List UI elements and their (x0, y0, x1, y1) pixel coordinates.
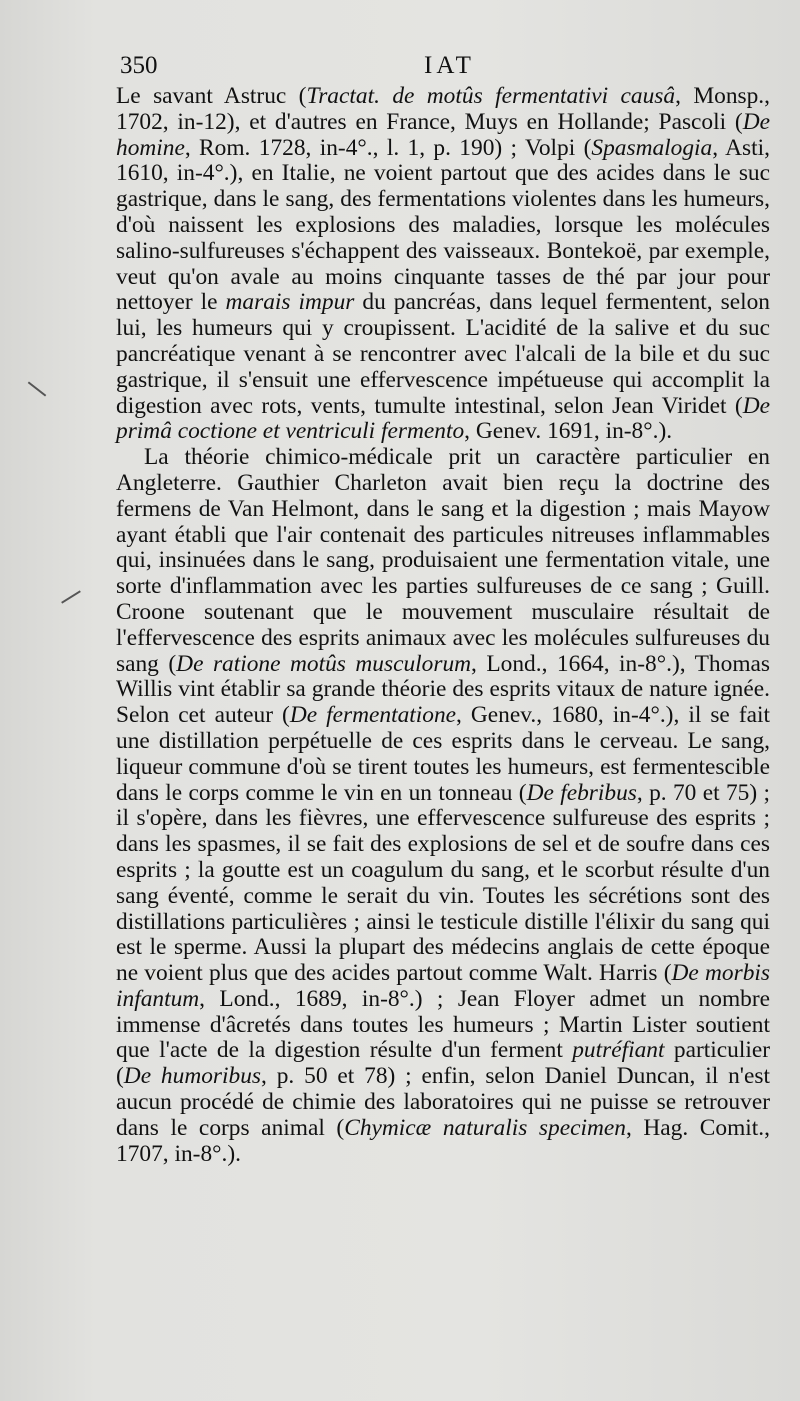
italic-run: De fermentatione (289, 702, 457, 729)
italic-run: De humoribus (123, 1063, 262, 1090)
page-number: 350 (120, 52, 158, 79)
italic-run: putréfiant (572, 1037, 665, 1064)
italic-run: Tractat. de motûs fermentativi causâ (306, 83, 676, 109)
text-run: particulier ( (116, 1037, 770, 1090)
text-run: , Rom. 1728, in-4°., l. 1, p. 190) ; Volpi ( (184, 134, 592, 161)
body-text (116, 84, 770, 1167)
text-run: , Lond., 1689, in-8°.) ; Jean Floyer admet un nombre immense d'âcretés dans toutes les humeurs ; Martin Lister soutient que l'acte de la digestion résulte d'un ferment (116, 985, 770, 1064)
italic-run: De primâ coctione et ventriculi fermento (116, 392, 770, 445)
text-run: , Genev., 1680, in-4°.), il se fait une distillation perpétuelle de ces esprits dans le cerveau. Le sang, liqueur commune d'où se tirent toutes les humeurs, est fermentescible dans le corps comme le vin en un tonneau ( (116, 702, 771, 806)
text-run: , p. 50 et 78) ; enfin, selon Daniel Duncan, il n'est aucun procédé de chimie des laboratoires qui ne puisse se retrouver dans le corps animal ( (116, 1063, 770, 1141)
italic-run: De homine (116, 108, 770, 161)
text-run: , Asti, 1610, in-4°.), en Italie, ne voient partout que des acides dans le suc gastrique, dans le sang, des fermentations violentes dans les humeurs, d'où naissent les explosions des maladies, lorsque les molécules salino-sulfureuses s'échappent des vaisseaux. Bontekoë, par exemple, veut qu'on avale au moins cinquante tasses de thé par jour pour nettoyer le (116, 134, 770, 316)
paragraph-1 (116, 84, 770, 445)
margin-pencil-mark (28, 381, 47, 396)
italic-run: De febribus (526, 779, 637, 806)
text-run: , Genev. 1691, in-8°.). (464, 418, 673, 445)
text-run: du pancréas, dans lequel fermentent, selon lui, les humeurs qui y croupissent. L'acidité de la salive et du suc pancréatique venant à se rencontrer avec l'alcali de la bile et du suc gastrique, il s'ensuit une effervescence impétueuse qui accomplit la digestion avec rots, vents, tumulte intestinal, selon Jean Viridet ( (116, 289, 770, 419)
italic-run: marais impur (225, 289, 355, 316)
margin-pencil-mark (61, 590, 81, 603)
text-run: Le savant Astruc ( (116, 83, 307, 109)
text-run: , Monsp., 1702, in-12), et d'autres en France, Muys en Hollande; Pascoli ( (116, 83, 771, 135)
text-run: , p. 70 et 75) ; il s'opère, dans les fièvres, une effervescence sulfureuse des esprits ; dans les spasmes, il se fait des explosions de sel et de soufre dans ces esprits ; la goutte est un coagulum du sang, et le scorbut résulte d'un sang éventé, comme le serait du vin. Toutes les sécrétions sont des distillations particulières ; ainsi le testicule distille l'élixir du sang qui est le sperme. Aussi la plupart des médecins anglais de cette époque ne voient plus que des acides partout comme Walt. Harris ( (116, 779, 771, 987)
italic-run: De morbis infantum (116, 960, 770, 1012)
paragraph-2 (116, 445, 770, 1167)
text-run: , Hag. Comit., 1707, in-8°.). (116, 1114, 770, 1167)
italic-run: Chymicæ naturalis specimen (344, 1114, 626, 1141)
text-run: , Lond., 1664, in-8°.), Thomas Willis vint établir sa grande théorie des esprits vitaux de nature ignée. Selon cet auteur ( (116, 650, 771, 729)
running-title: IAT (424, 52, 475, 79)
italic-run: De ratione motûs musculorum (176, 650, 472, 677)
text-run: La théorie chimico-médicale prit un caractère particulier en Angleterre. Gauthier Charleton avait bien reçu la doctrine des fermens de Van Helmont, dans le sang et la digestion ; mais Mayow ayant établi que l'air contenait des particules nitreuses inflammables qui, insinuées dans le sang, produisaient une fermentation vitale, une sorte d'inflammation avec les parties sulfureuses de ce sang ; Guill. Croone soutenant que le mouvement musculaire résultait de l'effervescence des esprits animaux avec les molécules sulfureuses du sang ( (116, 444, 770, 677)
italic-run: Spasmalogia (591, 134, 713, 161)
running-head (116, 48, 770, 84)
